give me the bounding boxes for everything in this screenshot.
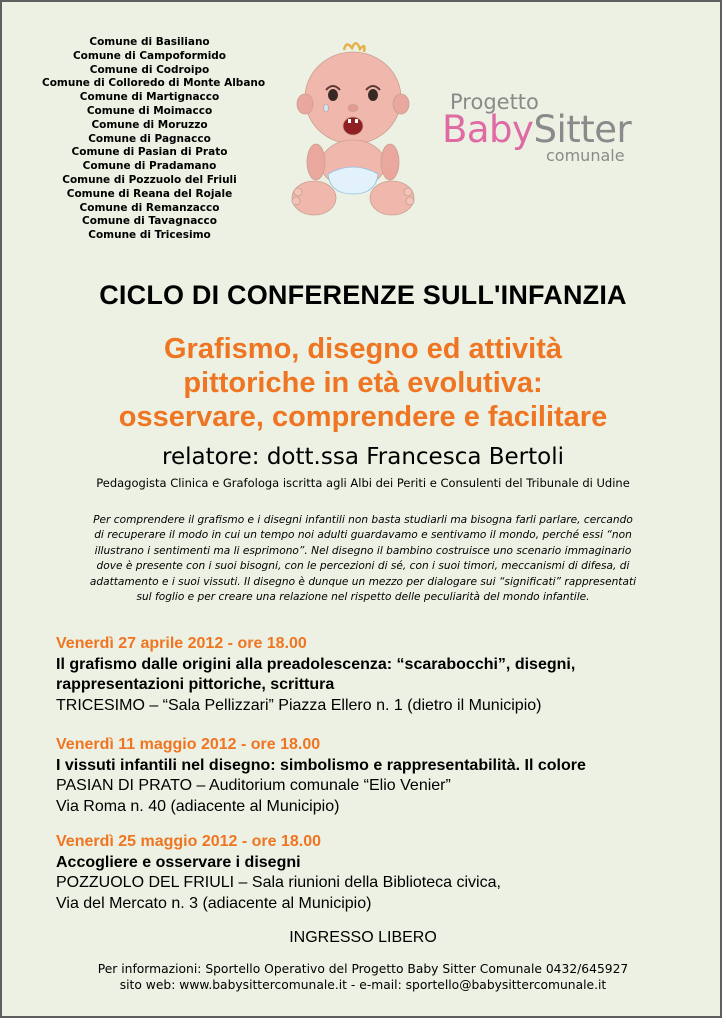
subtitle-line: osservare, comprendere e facilitare — [118, 401, 608, 433]
municipality-item: Comune di Remanzacco — [79, 201, 220, 214]
event-place-line: PASIAN DI PRATO – Auditorium comunale “Elio Venier” — [56, 777, 451, 794]
municipality-item: Comune di Moimacco — [86, 104, 213, 117]
municipality-item: Comune di Pagnacco — [88, 132, 211, 145]
municipality-list — [42, 36, 266, 243]
municipality-item: Comune di Pradamano — [82, 160, 217, 173]
intro-line: adattamento e i suoi vissuti. Il disegno è dunque un mezzo per dialogare sui “significati” rappresentati — [89, 575, 637, 588]
contact-line: sito web: www.babysittercomunale.it - e-mail: sportello@babysittercomunale.it — [119, 977, 607, 992]
municipality-item: Comune di Martignacco — [79, 91, 220, 104]
intro-line: dove è presente con i suoi bisogni, con le percezioni di sé, con i suoi timori, meccanismi di difesa, di — [96, 560, 630, 573]
event-title-line: I vissuti infantili nel disegno: simbolismo e rappresentabilità. Il colore — [56, 756, 586, 774]
event-title-line: Accogliere e osservare i disegni — [56, 853, 301, 871]
event-place-line: Via Roma n. 40 (adiacente al Municipio) — [56, 797, 340, 815]
municipality-item: Comune di Reana del Rojale — [66, 187, 233, 200]
logo-line-comunale: comunale — [546, 146, 625, 165]
event-1 — [56, 634, 575, 716]
logo-sitter: Sitter — [533, 108, 632, 151]
municipality-item: Comune di Campoformido — [72, 49, 227, 62]
event-title-line: rappresentazioni pittoriche, scrittura — [56, 676, 335, 693]
baby-sitter-logo — [442, 90, 692, 170]
logo-line-babysitter — [442, 108, 631, 151]
speaker-role: Pedagogista Clinica e Grafologa iscritta agli Albi dei Periti e Consulenti del Tribunale di Udine — [96, 476, 630, 490]
event-3 — [56, 832, 501, 914]
free-entry-notice: INGRESSO LIBERO — [289, 929, 437, 946]
conference-subtitle — [2, 332, 724, 434]
contact-info — [2, 962, 724, 993]
municipality-item: Comune di Basiliano — [89, 36, 210, 48]
subtitle-line: pittoriche in età evolutiva: — [183, 367, 543, 399]
intro-line: illustrano i sentimenti ma li esprimono”. Nel disegno il bambino costruisce uno scenario immaginario — [94, 544, 632, 557]
contact-line: Per informazioni: Sportello Operativo del Progetto Baby Sitter Comunale 0432/645927 — [97, 962, 629, 976]
municipality-item: Comune di Moruzzo — [91, 118, 208, 131]
municipality-item: Comune di Pasian di Prato — [71, 146, 228, 159]
event-place-line: TRICESIMO – “Sala Pellizzari” Piazza Ellero n. 1 (dietro il Municipio) — [56, 696, 542, 714]
logo-baby: Baby — [442, 108, 534, 151]
event-date: Venerdì 25 maggio 2012 - ore 18.00 — [56, 833, 322, 850]
event-title-line: Il grafismo dalle origini alla preadolescenza: “scarabocchi”, disegni, — [56, 655, 576, 673]
municipality-item: Comune di Colloredo di Monte Albano — [42, 77, 266, 90]
event-date: Venerdì 27 aprile 2012 - ore 18.00 — [56, 635, 307, 652]
municipality-item: Comune di Tavagnacco — [82, 215, 217, 228]
speaker-name: relatore: dott.ssa Francesca Bertoli — [162, 444, 564, 470]
logo-line-progetto: Progetto — [450, 90, 539, 114]
event-2 — [56, 735, 586, 817]
subtitle-line: Grafismo, disegno ed attività — [163, 333, 563, 365]
municipality-item: Comune di Pozzuolo del Friuli — [62, 173, 237, 186]
event-date: Venerdì 11 maggio 2012 - ore 18.00 — [56, 736, 321, 753]
municipality-item: Comune di Codroipo — [89, 63, 210, 76]
intro-line: sul foglio e per creare una relazione nel rispetto delle peculiarità del mondo infantile. — [136, 591, 590, 604]
event-place-line: POZZUOLO DEL FRIULI – Sala riunioni della Biblioteca civica, — [56, 874, 501, 891]
intro-line: di recuperare il modo in cui un tempo noi adulti guardavamo e sentivamo il mondo, perché essi “non — [94, 529, 632, 542]
event-place-line: Via del Mercato n. 3 (adiacente al Municipio) — [56, 894, 372, 912]
intro-paragraph — [56, 513, 670, 605]
intro-line: Per comprendere il grafismo e i disegni infantili non basta studiarli ma bisogna farli parlare, cercando — [93, 514, 633, 526]
page-title: CICLO DI CONFERENZE SULL'INFANZIA — [99, 280, 627, 310]
crying-baby-illustration — [286, 42, 420, 220]
municipality-item: Comune di Tricesimo — [88, 229, 211, 242]
